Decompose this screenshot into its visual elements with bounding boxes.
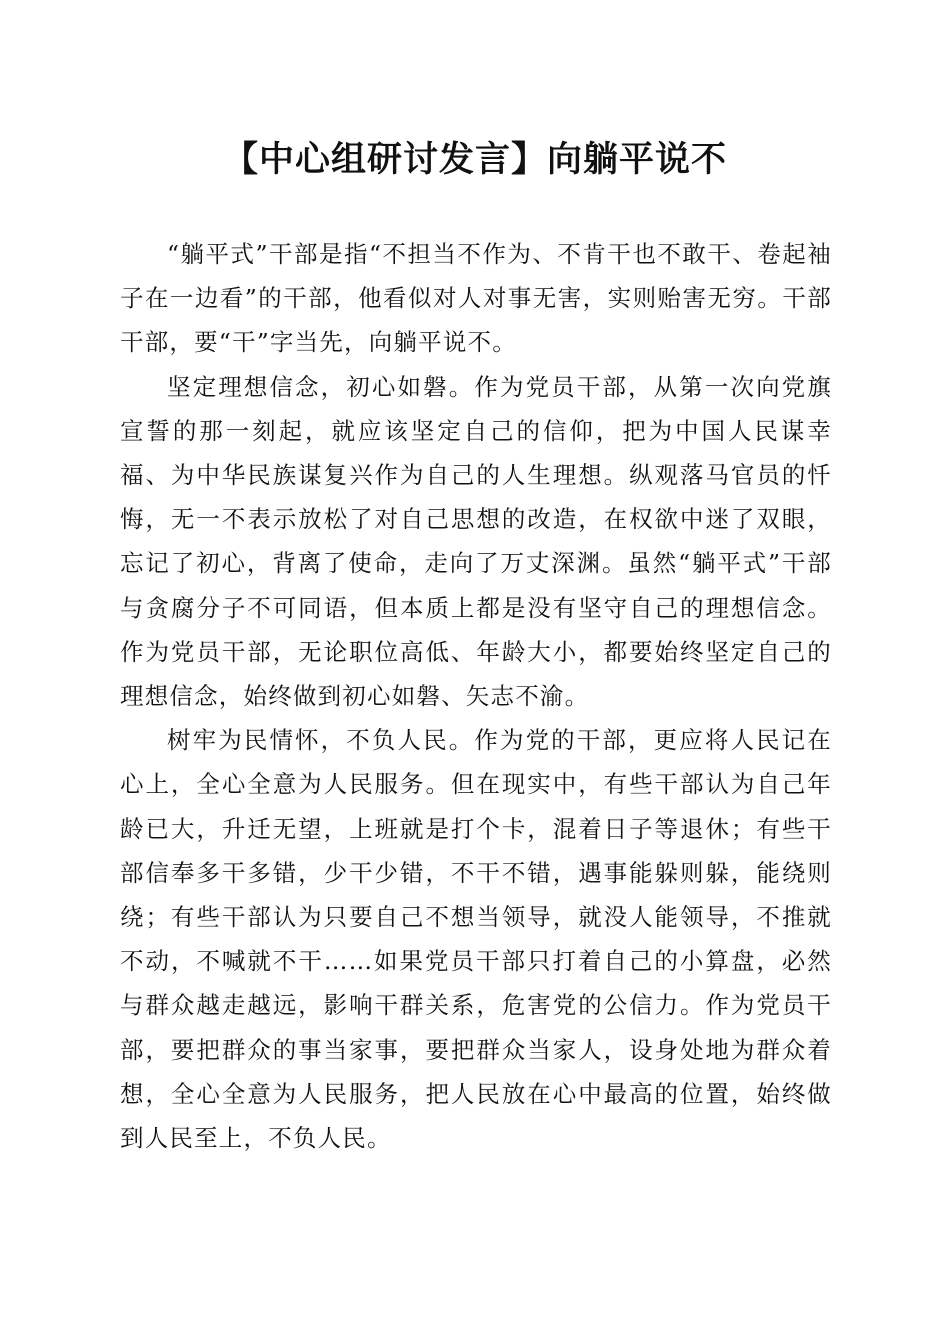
paragraph-ideals: 坚定理想信念，初心如磐。作为党员干部，从第一次向党旗宣誓的那一刻起，就应该坚定自己的信仰，把为中国人民谋幸福、为中华民族谋复兴作为自己的人生理想。纵观落马官员的忏悔，无一不表示放松了对自己思想的改造，在权欲中迷了双眼，忘记了初心，背离了使命，走向了万丈深渊。虽然“躺平式”干部与贪腐分子不可同语，但本质上都是没有坚守自己的理想信念。作为党员干部，无论职位高低、年龄大小，都要始终坚定自己的理想信念，始终做到初心如磐、矢志不渝。 [120,372,832,711]
document-title: 【中心组研讨发言】向躺平说不 [222,139,727,180]
paragraph-people: 树牢为民情怀，不负人民。作为党的干部，更应将人民记在心上，全心全意为人民服务。但在现实中，有些干部认为自己年龄已大，升迁无望，上班就是打个卡，混着日子等退休；有些干部信奉多干多错，少干少错，不干不错，遇事能躲则躲，能绕则绕；有些干部认为只要自己不想当领导，就没人能领导，不推就不动，不喊就不干……如果党员干部只打着自己的小算盘，必然与群众越走越远，影响干群关系，危害党的公信力。作为党员干部，要把群众的事当家事，要把群众当家人，设身处地为群众着想，全心全意为人民服务，把人民放在心中最高的位置，始终做到人民至上，不负人民。 [120,726,832,1153]
document-body [120,232,832,1160]
paragraph-intro: “躺平式”干部是指“不担当不作为、不肯干也不敢干、卷起袖子在一边看”的干部，他看似对人对事无害，实则贻害无穷。干部干部，要“干”字当先，向躺平说不。 [120,240,832,357]
